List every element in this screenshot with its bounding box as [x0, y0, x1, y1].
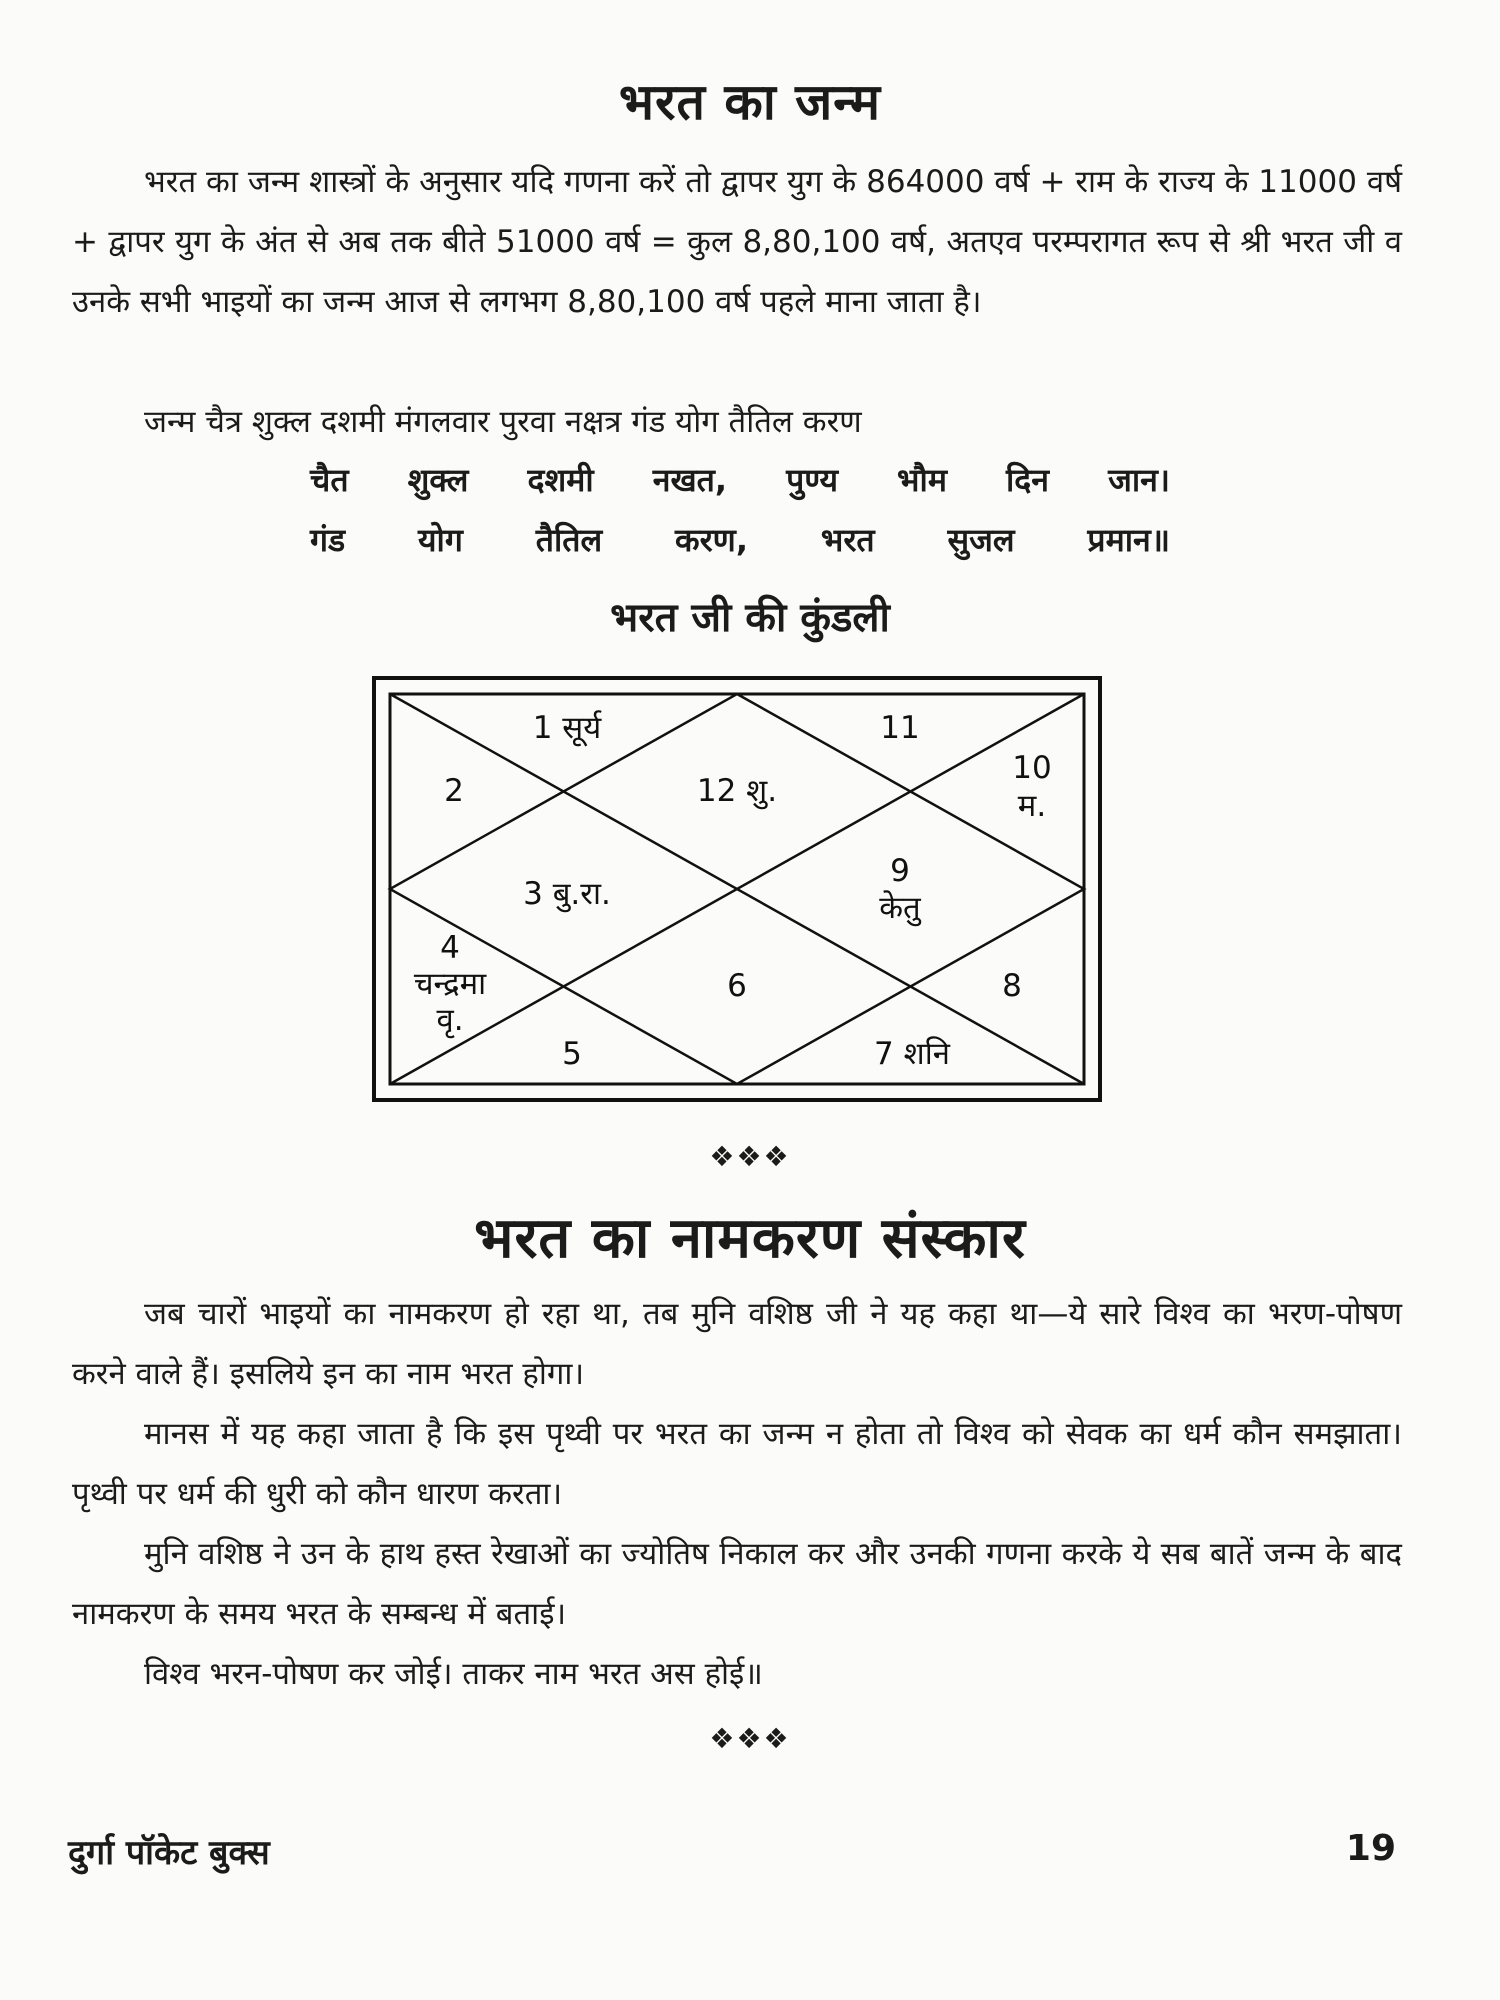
house-3-label: 3 बु.रा.	[523, 876, 611, 912]
house-4-planet: चन्द्रमा	[413, 966, 487, 1002]
page-number: 19	[1345, 1828, 1396, 1869]
house-6-label: 6	[727, 968, 747, 1004]
house-11-label: 11	[880, 710, 920, 746]
house-1-label: 1 सूर्य	[532, 710, 602, 746]
birth-details-paragraph: जन्म चैत्र शुक्ल दशमी मंगलवार पुरवा नक्षत्र गंड योग तैतिल करण	[144, 404, 862, 440]
section-title-bharat-birth: भरत का जन्म	[618, 73, 882, 131]
section-separator-bottom: ❖❖❖	[709, 1722, 791, 1755]
house-4-extra: वृ.	[436, 1002, 464, 1038]
publisher-name: दुर्गा पॉकेट बुक्स	[68, 1833, 270, 1873]
birth-paragraph: भरत का जन्म शास्त्रों के अनुसार यदि गणना करें तो द्वापर युग के 864000 वर्ष + राम के राज्य के 11000 वर्ष + द्वापर युग के अंत से अब तक बीते 51000 वर्ष = कुल 8,80,100 वर्ष, अतएव परम्परागत रूप से श्री भरत जी व उनके सभी भाइयों का जन्म आज से लगभग 8,80,100 वर्ष पहले माना जाता है।	[72, 164, 1402, 320]
section-title-naming-ceremony: भरत का नामकरण संस्कार	[474, 1206, 1026, 1271]
house-4-number: 4	[440, 930, 460, 966]
house-9-number: 9	[890, 853, 910, 889]
naming-paragraph-4: विश्व भरन-पोषण कर जोई। ताकर नाम भरत अस होई॥	[144, 1656, 763, 1692]
section-separator: ❖❖❖	[709, 1140, 791, 1173]
house-10-planet: म.	[1017, 788, 1047, 824]
house-10-number: 10	[1012, 750, 1052, 786]
house-8-label: 8	[1002, 968, 1022, 1004]
kundli-chart	[372, 676, 1102, 1102]
verse-line-1: चैत शुक्ल दशमी नखत, पुण्य भौम दिन जान।	[310, 461, 1170, 499]
verse-line-2: गंड योग तैतिल करण, भरत सुजल प्रमान॥	[310, 521, 1170, 559]
house-2-label: 2	[444, 773, 464, 809]
house-12-label: 12 शु.	[696, 773, 778, 809]
naming-paragraph-1: जब चारों भाइयों का नामकरण हो रहा था, तब मुनि वशिष्ठ जी ने यह कहा था—ये सारे विश्व का भरण-पोषण करने वाले हैं। इसलिये इन का नाम भरत होगा।	[72, 1296, 1402, 1392]
naming-paragraph-3: मुनि वशिष्ठ ने उन के हाथ हस्त रेखाओं का ज्योतिष निकाल कर और उनकी गणना करके ये सब बातें जन्म के बाद नामकरण के समय भरत के सम्बन्ध में बताई।	[72, 1536, 1402, 1632]
house-5-label: 5	[562, 1036, 582, 1072]
naming-paragraph-2: मानस में यह कहा जाता है कि इस पृथ्वी पर भरत का जन्म न होता तो विश्व को सेवक का धर्म कौन समझाता। पृथ्वी पर धर्म की धुरी को कौन धारण करता।	[72, 1416, 1402, 1512]
kundli-heading: भरत जी की कुंडली	[610, 595, 890, 641]
house-7-label: 7 शनि	[874, 1036, 950, 1072]
house-9-planet: केतु	[879, 890, 921, 926]
